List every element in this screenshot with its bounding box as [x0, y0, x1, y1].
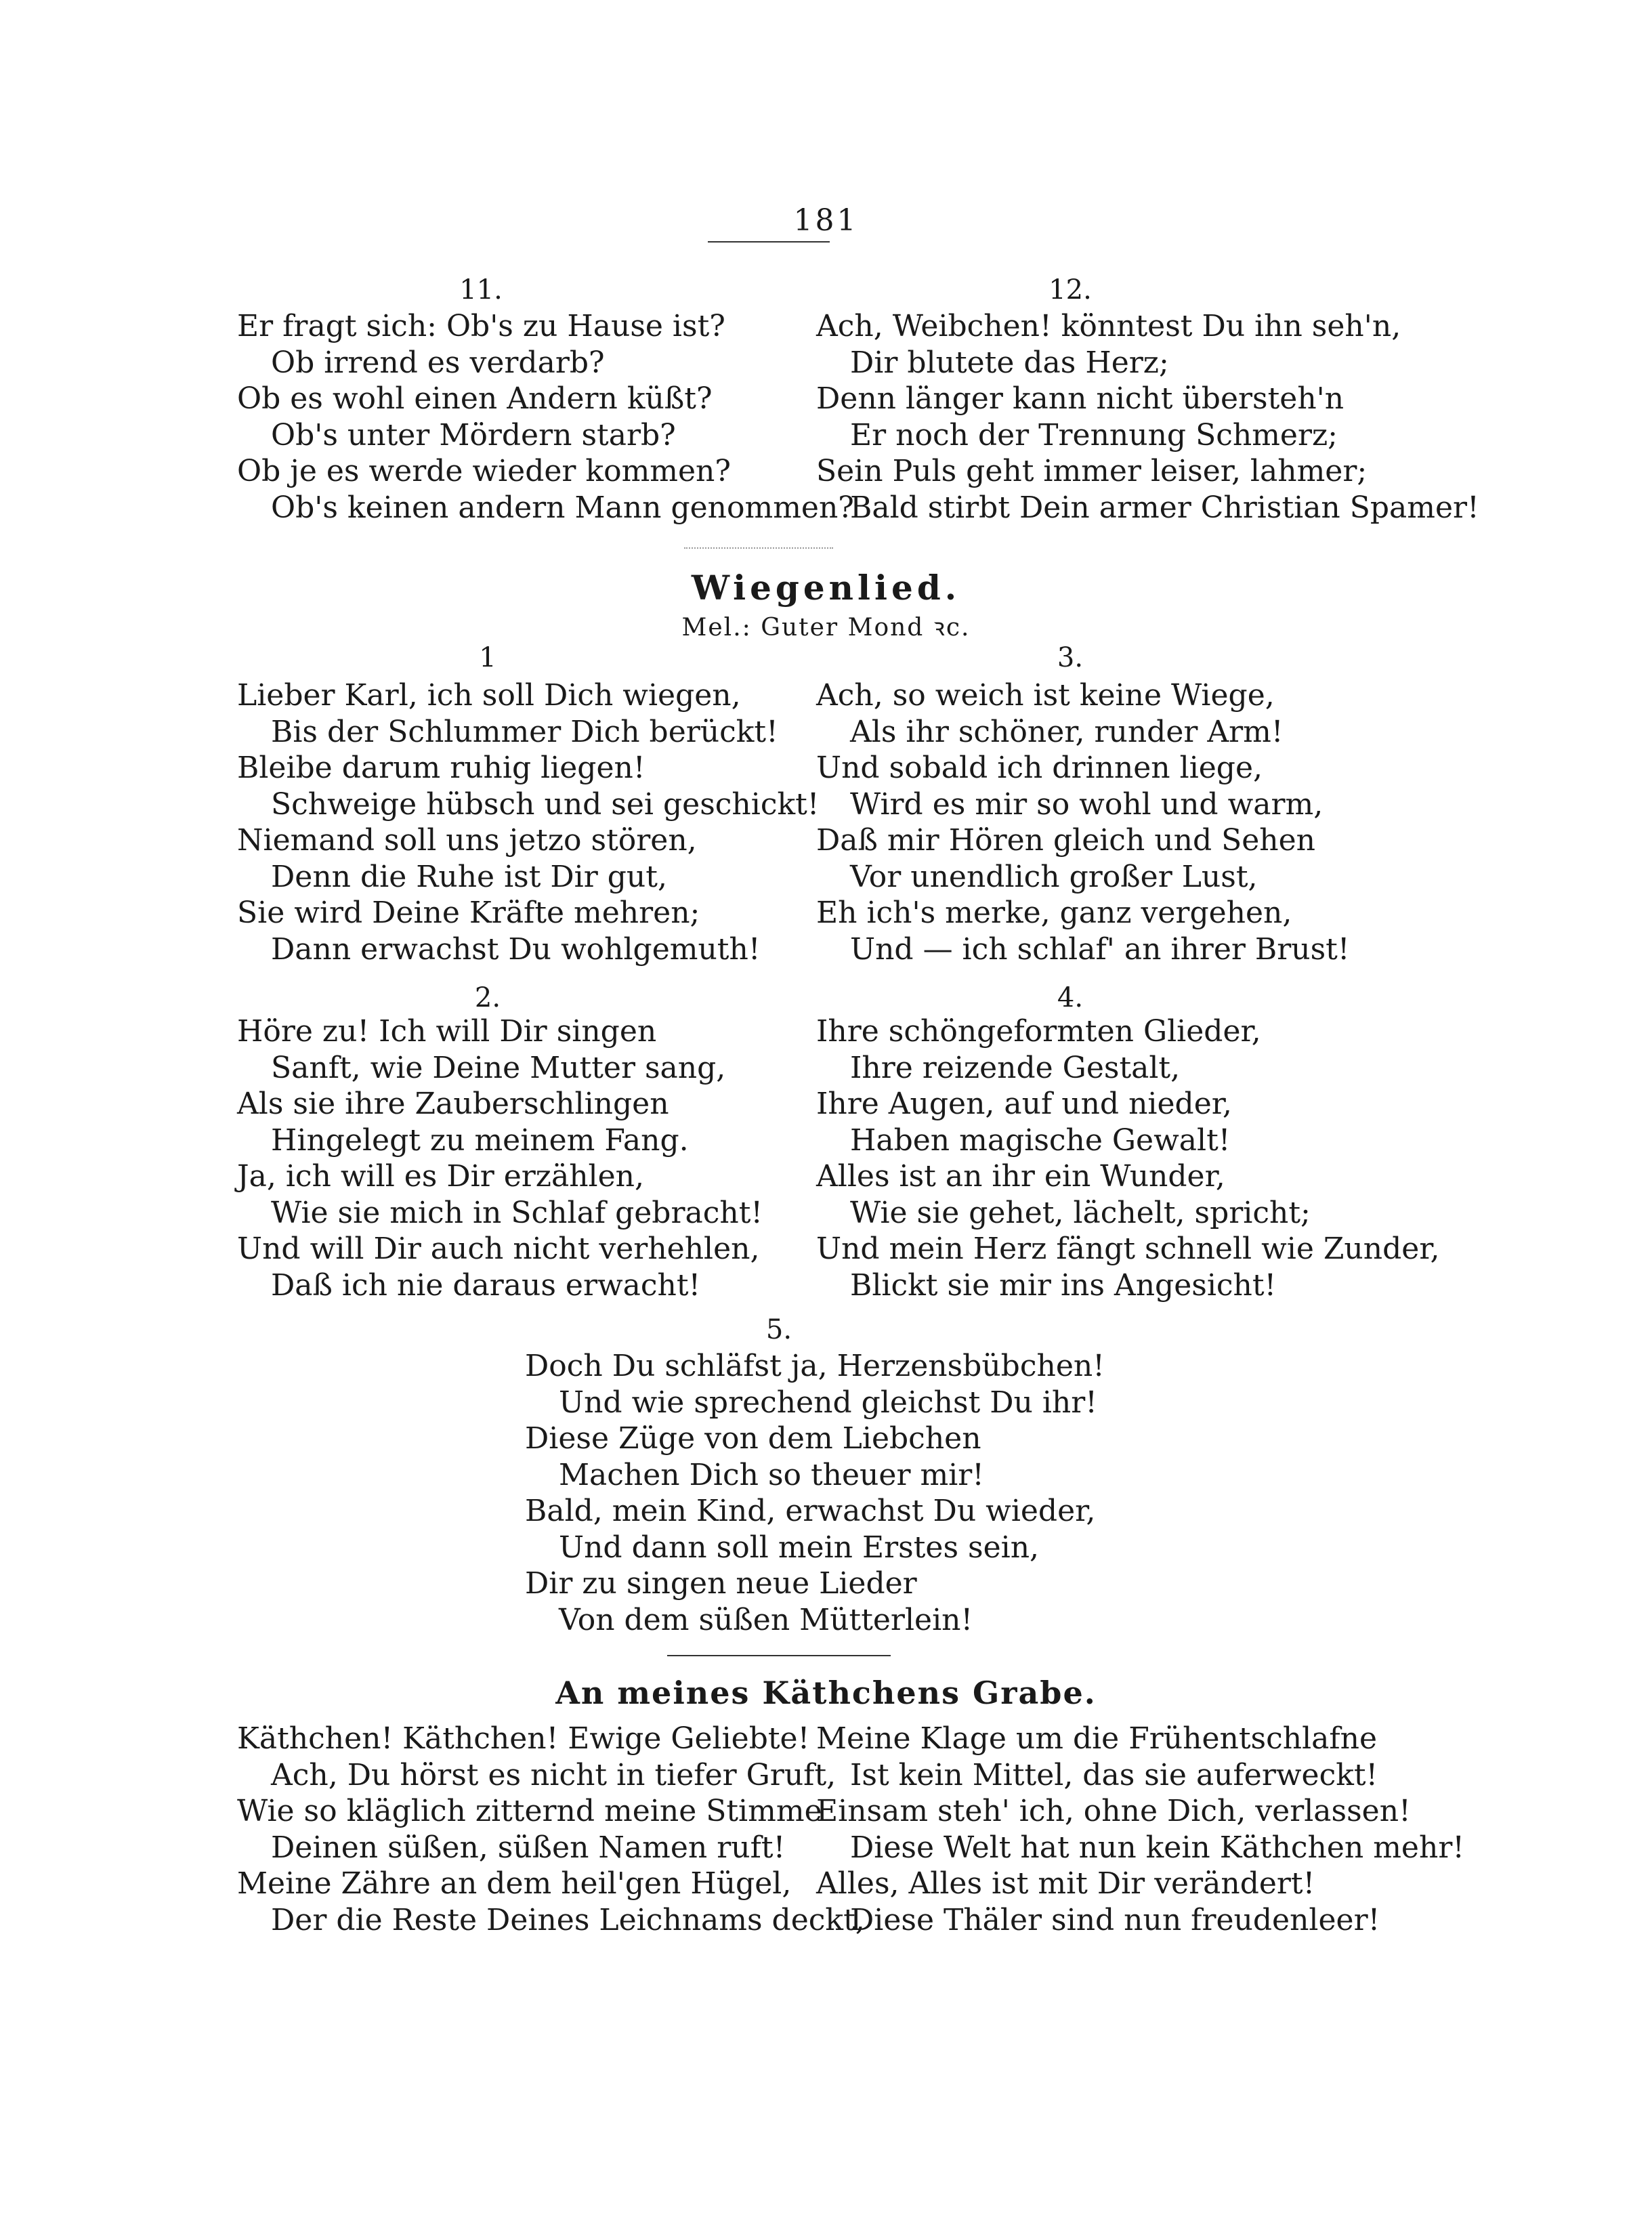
verse-line: Sein Puls geht immer leiser, lahmer;	[816, 454, 1368, 488]
verse-line: Sie wird Deine Kräfte mehren;	[237, 896, 700, 930]
verse-line: Denn länger kann nicht übersteh'n	[816, 381, 1344, 416]
verse-line: Ihre schöngeformten Glieder,	[816, 1014, 1261, 1049]
stanza-1	[237, 677, 820, 967]
stanza-2	[237, 1013, 763, 1303]
verse-line: Ob irrend es verdarb?	[271, 345, 605, 380]
verse-line: Bald, mein Kind, erwachst Du wieder,	[525, 1494, 1096, 1528]
verse-line: Hingelegt zu meinem Fang.	[271, 1122, 689, 1158]
verse-line: Sanft, wie Deine Mutter sang,	[271, 1050, 726, 1085]
verse-line: Diese Thäler sind nun freudenleer!	[850, 1902, 1380, 1937]
stanza-3	[816, 677, 1350, 967]
verse-line: Von dem süßen Mütterlein!	[559, 1602, 973, 1637]
stanza-11	[237, 308, 854, 526]
verse-line: Vor unendlich großer Lust,	[850, 859, 1258, 894]
verse-line: Doch Du schläfst ja, Herzensbübchen!	[525, 1349, 1105, 1383]
stanza-number-4: 4.	[1057, 982, 1084, 1013]
verse-line: Niemand soll uns jetzo stören,	[237, 823, 697, 858]
page-number: 181	[793, 203, 859, 238]
verse-line: Ob je es werde wieder kommen?	[237, 454, 731, 488]
verse-line: Ob's unter Mördern starb?	[271, 417, 676, 453]
verse-line: Bald stirbt Dein armer Christian Spamer!	[850, 490, 1479, 525]
stanza-number-3: 3.	[1057, 642, 1084, 673]
verse-line: Daß mir Hören gleich und Sehen	[816, 823, 1315, 858]
verse-line: Daß ich nie daraus erwacht!	[271, 1267, 701, 1303]
verse-line: Lieber Karl, ich soll Dich wiegen,	[237, 678, 741, 713]
verse-line: Meine Zähre an dem heil'gen Hügel,	[237, 1866, 792, 1901]
verse-line: Dann erwachst Du wohlgemuth!	[271, 931, 761, 967]
verse-line: Höre zu! Ich will Dir singen	[237, 1014, 657, 1049]
verse-line: Meine Klage um die Frühentschlafne	[816, 1721, 1378, 1756]
stanza-12	[816, 308, 1479, 526]
verse-line: Als ihr schöner, runder Arm!	[850, 714, 1284, 749]
verse-line: Einsam steh' ich, ohne Dich, verlassen!	[816, 1794, 1411, 1828]
stanza-4	[816, 1013, 1440, 1303]
verse-line: Deinen süßen, süßen Namen ruft!	[271, 1830, 786, 1865]
stanza-number-12: 12.	[1049, 274, 1092, 306]
melody-note: Mel.: Guter Mond ꝛc.	[681, 614, 971, 642]
stanza-number-11: 11.	[459, 274, 503, 306]
verse-line: Als sie ihre Zauberschlingen	[237, 1087, 669, 1121]
verse-line: Ach, Du hörst es nicht in tiefer Gruft,	[271, 1757, 836, 1792]
verse-line: Der die Reste Deines Leichnams deckt,	[271, 1902, 865, 1937]
verse-line: Und dann soll mein Erstes sein,	[559, 1530, 1040, 1565]
stanza-number-5: 5.	[765, 1314, 792, 1345]
verse-line: Eh ich's merke, ganz vergehen,	[816, 896, 1292, 930]
verse-line: Ob es wohl einen Andern küßt?	[237, 381, 713, 416]
verse-line: Und wie sprechend gleichst Du ihr!	[559, 1385, 1097, 1420]
poem-title-wiegenlied: Wiegenlied.	[691, 568, 961, 608]
verse-line: Haben magische Gewalt!	[850, 1122, 1231, 1158]
verse-line: Ach, so weich ist keine Wiege,	[816, 678, 1275, 713]
verse-line: Bis der Schlummer Dich berückt!	[271, 714, 778, 749]
verse-line: Alles, Alles ist mit Dir verändert!	[816, 1866, 1315, 1901]
stanza-number-2: 2.	[474, 982, 501, 1013]
verse-line: Ach, Weibchen! könntest Du ihn seh'n,	[816, 309, 1401, 343]
stanza-number-1: 1	[479, 642, 496, 673]
verse-line: Denn die Ruhe ist Dir gut,	[271, 859, 667, 894]
grabe-left-column	[237, 1721, 865, 1938]
verse-line: Wie sie mich in Schlaf gebracht!	[271, 1195, 763, 1230]
verse-line: Und will Dir auch nicht verhehlen,	[237, 1232, 760, 1266]
verse-line: Wie sie gehet, lächelt, spricht;	[850, 1195, 1311, 1230]
verse-line: Und mein Herz fängt schnell wie Zunder,	[816, 1232, 1440, 1266]
grabe-right-column	[816, 1721, 1464, 1938]
verse-line: Bleibe darum ruhig liegen!	[237, 751, 645, 785]
verse-line: Alles ist an ihr ein Wunder,	[816, 1159, 1225, 1194]
verse-line: Ist kein Mittel, das sie auferweckt!	[850, 1757, 1378, 1792]
verse-line: Blickt sie mir ins Angesicht!	[850, 1267, 1277, 1303]
verse-line: Dir zu singen neue Lieder	[525, 1566, 917, 1601]
verse-line: Dir blutete das Herz;	[850, 345, 1169, 380]
verse-line: Diese Züge von dem Liebchen	[525, 1421, 981, 1456]
verse-line: Ihre reizende Gestalt,	[850, 1050, 1181, 1085]
verse-line: Ob's keinen andern Mann genommen?	[271, 490, 854, 525]
header-rule	[708, 241, 830, 243]
verse-line: Er fragt sich: Ob's zu Hause ist?	[237, 309, 725, 343]
verse-line: Diese Welt hat nun kein Käthchen mehr!	[850, 1830, 1465, 1865]
verse-line: Machen Dich so theuer mir!	[559, 1457, 984, 1492]
section-divider	[684, 547, 833, 549]
verse-line: Er noch der Trennung Schmerz;	[850, 417, 1338, 453]
poem-title-grabe: An meines Käthchens Grabe.	[555, 1675, 1097, 1711]
verse-line: Schweige hübsch und sei geschickt!	[271, 786, 820, 822]
verse-line: Ihre Augen, auf und nieder,	[816, 1087, 1232, 1121]
section-divider	[667, 1655, 891, 1656]
verse-line: Und sobald ich drinnen liege,	[816, 751, 1263, 785]
stanza-5	[525, 1348, 1105, 1638]
verse-line: Wie so kläglich zitternd meine Stimme	[237, 1794, 822, 1828]
verse-line: Wird es mir so wohl und warm,	[850, 786, 1323, 822]
verse-line: Käthchen! Käthchen! Ewige Geliebte!	[237, 1721, 810, 1756]
verse-line: Ja, ich will es Dir erzählen,	[237, 1159, 644, 1194]
verse-line: Und — ich schlaf' an ihrer Brust!	[850, 931, 1350, 967]
